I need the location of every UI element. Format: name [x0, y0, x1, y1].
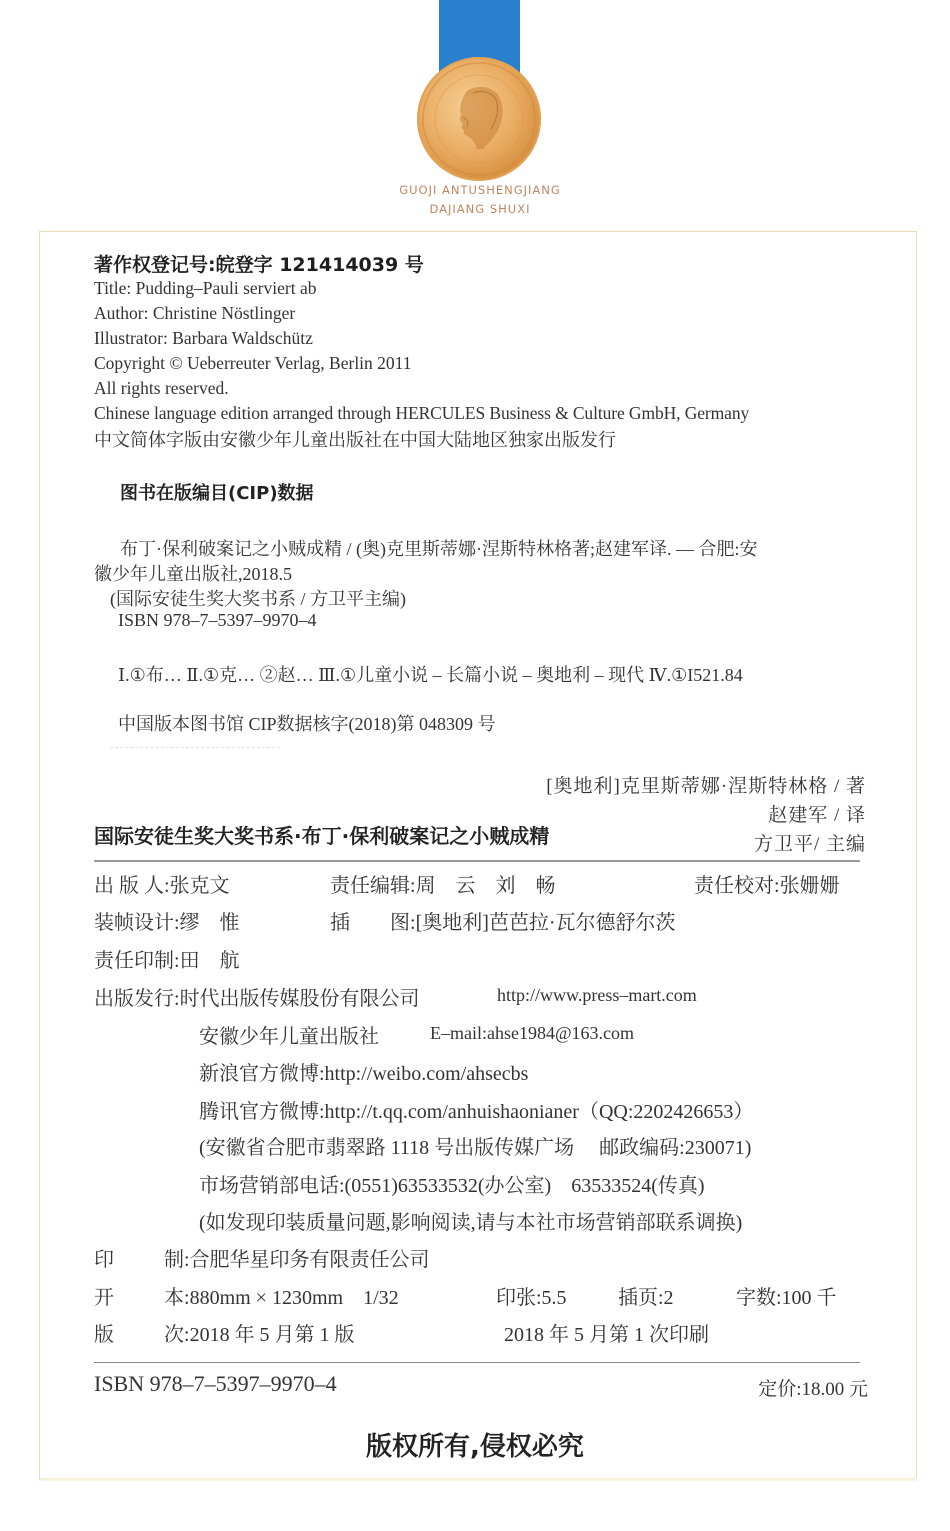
- cip-isbn: ISBN 978–7–5397–9970–4: [118, 610, 317, 630]
- company-url[interactable]: http://www.press–mart.com: [497, 985, 697, 1005]
- editors-value: 周 云 刘 畅: [415, 875, 556, 897]
- distribution-company: 时代出版传媒股份有限公司: [179, 988, 420, 1010]
- publisher-address: (安徽省合肥市翡翠路 1118 号出版传媒广场 邮政编码:230071): [199, 1137, 752, 1159]
- original-title: Title: Pudding–Pauli serviert ab: [94, 278, 317, 298]
- editors-row: [330, 869, 556, 898]
- publisher-house: 安徽少年儿童出版社: [199, 1026, 379, 1048]
- publisher-row: [94, 869, 230, 898]
- rights-notice: 版权所有,侵权必究: [366, 1432, 584, 1462]
- design-label: 装帧设计:: [94, 912, 180, 934]
- format-label-2: 本:: [164, 1287, 190, 1309]
- edition-row: [164, 1318, 355, 1347]
- cip-entry-line-2: 徽少年儿童出版社,2018.5: [94, 564, 292, 584]
- footer-isbn: ISBN 978–7–5397–9970–4: [94, 1371, 337, 1396]
- word-count: 字数:100 千: [736, 1287, 837, 1309]
- inserts: 插页:2: [618, 1287, 674, 1309]
- format-label-1: 开: [94, 1287, 114, 1309]
- translator-credit: 赵建军 / 译: [768, 805, 866, 826]
- printer-value: 合肥华星印务有限责任公司: [189, 1249, 430, 1271]
- copyright-line: Copyright © Ueberreuter Verlag, Berlin 2011: [94, 353, 412, 373]
- distribution-row: [94, 982, 420, 1011]
- author-credit: [奥地利]克里斯蒂娜·涅斯特林格 / 著: [546, 776, 866, 797]
- format-value: 880mm × 1230mm 1/32: [189, 1287, 399, 1309]
- footer-divider: [94, 1362, 860, 1363]
- proofreader-row: [694, 869, 840, 898]
- publisher-value: 张克文: [169, 875, 230, 897]
- series-pinyin-line-1: GUOJI ANTUSHENGJIANG: [399, 183, 561, 197]
- printer-label-1: 印: [94, 1249, 114, 1271]
- format-row: [164, 1281, 399, 1310]
- illustration-label: 插 图:: [330, 912, 416, 934]
- edition-value: 2018 年 5 月第 1 版: [189, 1324, 355, 1346]
- proofreader-label: 责任校对:: [694, 875, 780, 897]
- original-author: Author: Christine Nöstlinger: [94, 303, 296, 323]
- editor-credit: 方卫平/ 主编: [753, 834, 866, 855]
- tencent-weibo[interactable]: 腾讯官方微博:http://t.qq.com/anhuishaonianer（QQ:2202426653）: [199, 1101, 754, 1123]
- design-row: [94, 906, 240, 935]
- chinese-edition-note: 中文简体字版由安徽少年儿童出版社在中国大陆地区独家出版发行: [94, 430, 616, 450]
- sheets: 印张:5.5: [496, 1287, 567, 1309]
- printer-row: [164, 1243, 430, 1272]
- illustration-row: [330, 906, 676, 935]
- printing-run: 2018 年 5 月第 1 次印刷: [504, 1324, 709, 1346]
- copyright-registration: 著作权登记号:皖登字 121414039 号: [94, 254, 424, 276]
- distribution-label: 出版发行:: [94, 988, 180, 1010]
- publisher-label: 出 版 人:: [94, 875, 170, 897]
- cip-classification: Ⅰ.①布… Ⅱ.①克… ②赵… Ⅲ.①儿童小说 – 长篇小说 – 奥地利 – 现代 Ⅳ.①I521.84: [118, 665, 743, 685]
- marketing-phone: 市场营销部电话:(0551)63533532(办公室) 63533524(传真): [199, 1175, 705, 1197]
- cip-series: (国际安徒生奖大奖书系 / 方卫平主编): [110, 589, 406, 609]
- illustration-value: [奥地利]芭芭拉·瓦尔德舒尔茨: [415, 912, 676, 934]
- original-illustrator: Illustrator: Barbara Waldschütz: [94, 328, 313, 348]
- title-divider: [94, 860, 860, 862]
- rights-reserved: All rights reserved.: [94, 378, 229, 398]
- arrangement-note: Chinese language edition arranged through HERCULES Business & Culture GmbH, Germany: [94, 403, 750, 423]
- cip-heading: 图书在版编目(CIP)数据: [120, 483, 314, 504]
- printer-label-2: 制:: [164, 1249, 190, 1271]
- cip-verification: 中国版本图书馆 CIP数据核字(2018)第 048309 号: [118, 714, 496, 734]
- design-value: 缪 惟: [179, 912, 240, 934]
- series-pinyin-line-2: DAJIANG SHUXI: [429, 202, 531, 216]
- printing-supervisor-value: 田 航: [179, 950, 240, 972]
- series-book-title: 国际安徒生奖大奖书系·布丁·保利破案记之小贼成精: [94, 824, 550, 848]
- section-separator: [110, 747, 280, 749]
- sina-weibo[interactable]: 新浪官方微博:http://weibo.com/ahsecbs: [199, 1063, 529, 1085]
- proofreader-value: 张姗姗: [779, 875, 840, 897]
- edition-label-1: 版: [94, 1324, 114, 1346]
- edition-label-2: 次:: [164, 1324, 190, 1346]
- cip-entry-line-1: 布丁·保利破案记之小贼成精 / (奥)克里斯蒂娜·涅斯特林格著;赵建军译. — 合肥:安: [120, 539, 758, 559]
- price: 定价:18.00 元: [758, 1379, 868, 1400]
- printing-supervisor-label: 责任印制:: [94, 950, 180, 972]
- frame-bottom-edge: [40, 1478, 917, 1481]
- printing-supervisor-row: [94, 944, 240, 973]
- editors-label: 责任编辑:: [330, 875, 416, 897]
- quality-note: (如发现印装质量问题,影响阅读,请与本社市场营销部联系调换): [199, 1212, 743, 1234]
- andersen-medal-icon: [417, 57, 541, 181]
- publisher-email[interactable]: E–mail:ahse1984@163.com: [430, 1023, 635, 1043]
